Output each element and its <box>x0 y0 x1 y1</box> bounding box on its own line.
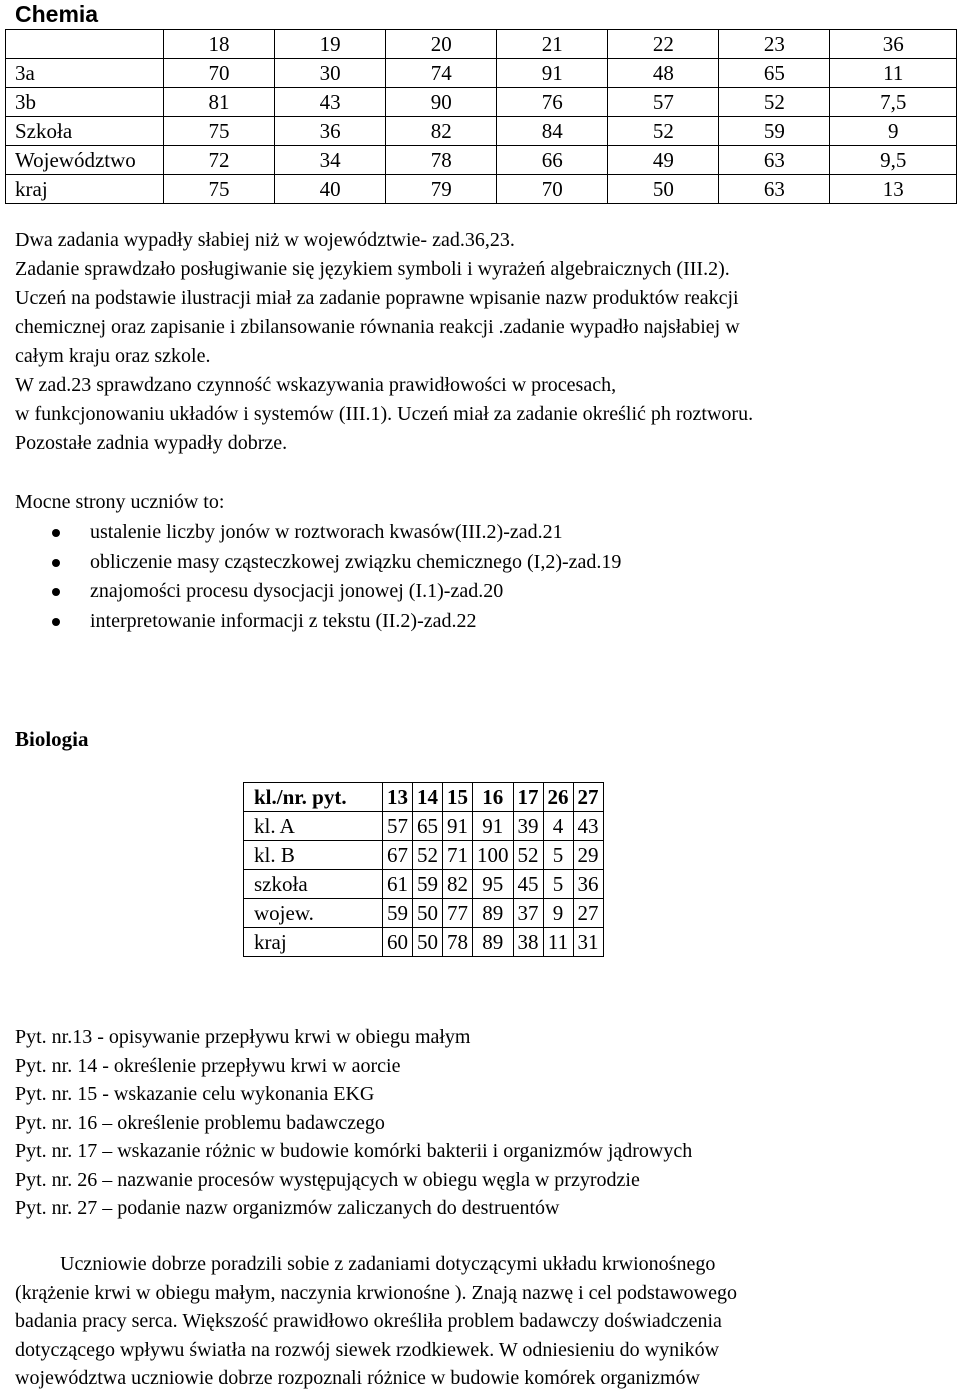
list-item <box>15 518 621 548</box>
table-cell: 19 <box>275 30 386 59</box>
table-cell: 5 <box>543 841 573 870</box>
table-cell: 63 <box>719 175 830 204</box>
table-cell: 50 <box>413 899 443 928</box>
table-cell: 78 <box>386 146 497 175</box>
table-row <box>244 928 604 957</box>
table-cell: 29 <box>573 841 603 870</box>
table-cell: kraj <box>244 928 383 957</box>
text-line: chemicznej oraz zapisanie i zbilansowanie równania reakcji .zadanie wypadło najsłabiej w <box>15 316 740 338</box>
table-cell: 40 <box>275 175 386 204</box>
text-line: w funkcjonowaniu układów i systemów (III.1). Uczeń miał za zadanie określić ph roztworu. <box>15 403 754 425</box>
list-item-text: znajomości procesu dysocjacji jonowej (I.1)-zad.20 <box>90 580 504 602</box>
table-cell: 23 <box>719 30 830 59</box>
text-line: Uczeń na podstawie ilustracji miał za zadanie poprawne wpisanie nazw produktów reakcji <box>15 287 739 309</box>
bullet-icon <box>52 588 60 596</box>
text-line: Dwa zadania wypadły słabiej niż w województwie- zad.36,23. <box>15 229 515 251</box>
bullet-icon <box>52 559 60 567</box>
table-cell: 34 <box>275 146 386 175</box>
question-line: Pyt. nr. 15 - wskazanie celu wykonania EKG <box>15 1083 375 1105</box>
table-cell: 61 <box>383 870 413 899</box>
list-item <box>15 548 621 578</box>
table-row <box>244 899 604 928</box>
table-cell: 27 <box>573 899 603 928</box>
list-item-text: obliczenie masy cząsteczkowej związku chemicznego (I,2)-zad.19 <box>90 550 622 573</box>
table-cell: 77 <box>443 899 473 928</box>
table-cell: 45 <box>513 870 543 899</box>
table-cell: 60 <box>383 928 413 957</box>
table-cell: 52 <box>513 841 543 870</box>
table-header-row <box>244 783 604 812</box>
table-cell: 66 <box>497 146 608 175</box>
table-cell: kl. B <box>244 841 383 870</box>
table-cell: 21 <box>497 30 608 59</box>
table-cell: 78 <box>443 928 473 957</box>
table-cell: 84 <box>497 117 608 146</box>
table-row <box>6 59 957 88</box>
table-cell: 36 <box>830 30 957 59</box>
table-cell: 81 <box>164 88 275 117</box>
list-item <box>15 607 621 637</box>
text-line: Zadanie sprawdzało posługiwanie się językiem symboli i wyrażeń algebraicznych (III.2). <box>15 258 730 280</box>
table-cell: 75 <box>164 175 275 204</box>
table-cell: kraj <box>6 175 164 204</box>
table-cell: 63 <box>719 146 830 175</box>
biology-summary-paragraph <box>15 1250 960 1393</box>
table-cell: 67 <box>383 841 413 870</box>
strengths-heading: Mocne strony uczniów to: <box>15 491 225 513</box>
table-cell: 36 <box>573 870 603 899</box>
table-cell: 75 <box>164 117 275 146</box>
table-row <box>6 175 957 204</box>
table-cell: 20 <box>386 30 497 59</box>
table-cell: 50 <box>608 175 719 204</box>
chemistry-title: Chemia <box>15 1 99 27</box>
table-cell: 74 <box>386 59 497 88</box>
chemistry-commentary <box>15 226 955 458</box>
text-line: badania pracy serca. Większość prawidłowo określiła problem badawczy doświadczenia <box>15 1310 722 1332</box>
table-cell: 72 <box>164 146 275 175</box>
table-cell: 57 <box>608 88 719 117</box>
table-row <box>6 146 957 175</box>
text-line: Pozostałe zadnia wypadły dobrze. <box>15 432 288 454</box>
biology-results-table <box>243 782 604 957</box>
table-cell: 49 <box>608 146 719 175</box>
table-cell: 82 <box>386 117 497 146</box>
table-cell: 13 <box>830 175 957 204</box>
table-row <box>244 812 604 841</box>
question-line: Pyt. nr. 17 – wskazanie różnic w budowie komórki bakterii i organizmów jądrowych <box>15 1140 693 1162</box>
strengths-list <box>15 518 621 636</box>
table-cell: 9 <box>830 117 957 146</box>
table-cell: 59 <box>413 870 443 899</box>
table-cell: 91 <box>497 59 608 88</box>
table-cell: 22 <box>608 30 719 59</box>
table-cell <box>6 30 164 59</box>
table-cell: 52 <box>413 841 443 870</box>
table-cell: 91 <box>443 812 473 841</box>
table-cell: 52 <box>608 117 719 146</box>
text-line: całym kraju oraz szkole. <box>15 345 211 367</box>
question-line: Pyt. nr. 27 – podanie nazw organizmów zaliczanych do destruentów <box>15 1197 560 1219</box>
table-cell: 36 <box>275 117 386 146</box>
table-cell: 91 <box>473 812 514 841</box>
table-cell: 9,5 <box>830 146 957 175</box>
table-cell: 13 <box>383 783 413 812</box>
text-line: (krążenie krwi w obiegu małym, naczynia krwionośne ). Znają nazwę i cel podstawowego <box>15 1281 737 1304</box>
table-header-row <box>6 30 957 59</box>
list-item <box>15 577 621 607</box>
table-cell: 76 <box>497 88 608 117</box>
question-line: Pyt. nr. 14 - określenie przepływu krwi w aorcie <box>15 1054 401 1077</box>
table-cell: 70 <box>497 175 608 204</box>
table-cell: 52 <box>719 88 830 117</box>
table-cell: 26 <box>543 783 573 812</box>
table-cell: wojew. <box>244 899 383 928</box>
table-cell: szkoła <box>244 870 383 899</box>
chemistry-results-table <box>5 29 957 204</box>
list-item-text: ustalenie liczby jonów w roztworach kwasów(III.2)-zad.21 <box>90 521 563 543</box>
table-cell: 11 <box>830 59 957 88</box>
bullet-icon <box>52 618 60 626</box>
table-cell: 43 <box>275 88 386 117</box>
table-cell: 43 <box>573 812 603 841</box>
table-cell: 59 <box>719 117 830 146</box>
table-cell: 89 <box>473 899 514 928</box>
table-cell: 17 <box>513 783 543 812</box>
text-line: Uczniowie dobrze poradzili sobie z zadaniami dotyczącymi układu krwionośnego <box>60 1253 716 1275</box>
table-row <box>6 88 957 117</box>
list-item-text: interpretowanie informacji z tekstu (II.2)-zad.22 <box>90 609 477 632</box>
text-line: W zad.23 sprawdzano czynność wskazywania prawidłowości w procesach, <box>15 374 617 396</box>
table-row <box>244 870 604 899</box>
question-line: Pyt. nr.13 - opisywanie przepływu krwi w obiegu małym <box>15 1026 471 1048</box>
biology-question-list <box>15 1023 955 1223</box>
table-cell: 31 <box>573 928 603 957</box>
table-cell: 82 <box>443 870 473 899</box>
biology-title: Biologia <box>15 727 89 751</box>
table-cell: 70 <box>164 59 275 88</box>
table-cell: 14 <box>413 783 443 812</box>
question-line: Pyt. nr. 16 – określenie problemu badawczego <box>15 1111 385 1134</box>
table-cell: Województwo <box>6 146 164 175</box>
table-cell: 90 <box>386 88 497 117</box>
table-cell: 100 <box>473 841 514 870</box>
table-cell: 5 <box>543 870 573 899</box>
table-cell: 95 <box>473 870 514 899</box>
table-cell: 59 <box>383 899 413 928</box>
table-cell: 39 <box>513 812 543 841</box>
table-cell: 89 <box>473 928 514 957</box>
table-row <box>244 841 604 870</box>
table-cell: 79 <box>386 175 497 204</box>
bullet-icon <box>52 529 60 537</box>
table-cell: 9 <box>543 899 573 928</box>
table-cell: 4 <box>543 812 573 841</box>
table-cell: 65 <box>413 812 443 841</box>
table-cell: 11 <box>543 928 573 957</box>
table-cell: 16 <box>473 783 514 812</box>
question-line: Pyt. nr. 26 – nazwanie procesów występujących w obiegu węgla w przyrodzie <box>15 1168 640 1191</box>
table-cell: 15 <box>443 783 473 812</box>
table-cell: 37 <box>513 899 543 928</box>
table-cell: 3a <box>6 59 164 88</box>
table-cell: 7,5 <box>830 88 957 117</box>
table-cell: 48 <box>608 59 719 88</box>
table-cell: 38 <box>513 928 543 957</box>
text-line: województwa uczniowie dobrze rozpoznali różnice w budowie komórek organizmów <box>15 1367 700 1389</box>
table-cell: kl./nr. pyt. <box>244 783 383 812</box>
text-line: dotyczącego wpływu światła na rozwój siewek rzodkiewek. W odniesieniu do wyników <box>15 1338 720 1361</box>
table-cell: 50 <box>413 928 443 957</box>
table-cell: kl. A <box>244 812 383 841</box>
table-cell: 27 <box>573 783 603 812</box>
table-row <box>6 117 957 146</box>
table-cell: Szkoła <box>6 117 164 146</box>
table-cell: 3b <box>6 88 164 117</box>
table-cell: 30 <box>275 59 386 88</box>
table-cell: 71 <box>443 841 473 870</box>
table-cell: 65 <box>719 59 830 88</box>
table-cell: 18 <box>164 30 275 59</box>
table-cell: 57 <box>383 812 413 841</box>
